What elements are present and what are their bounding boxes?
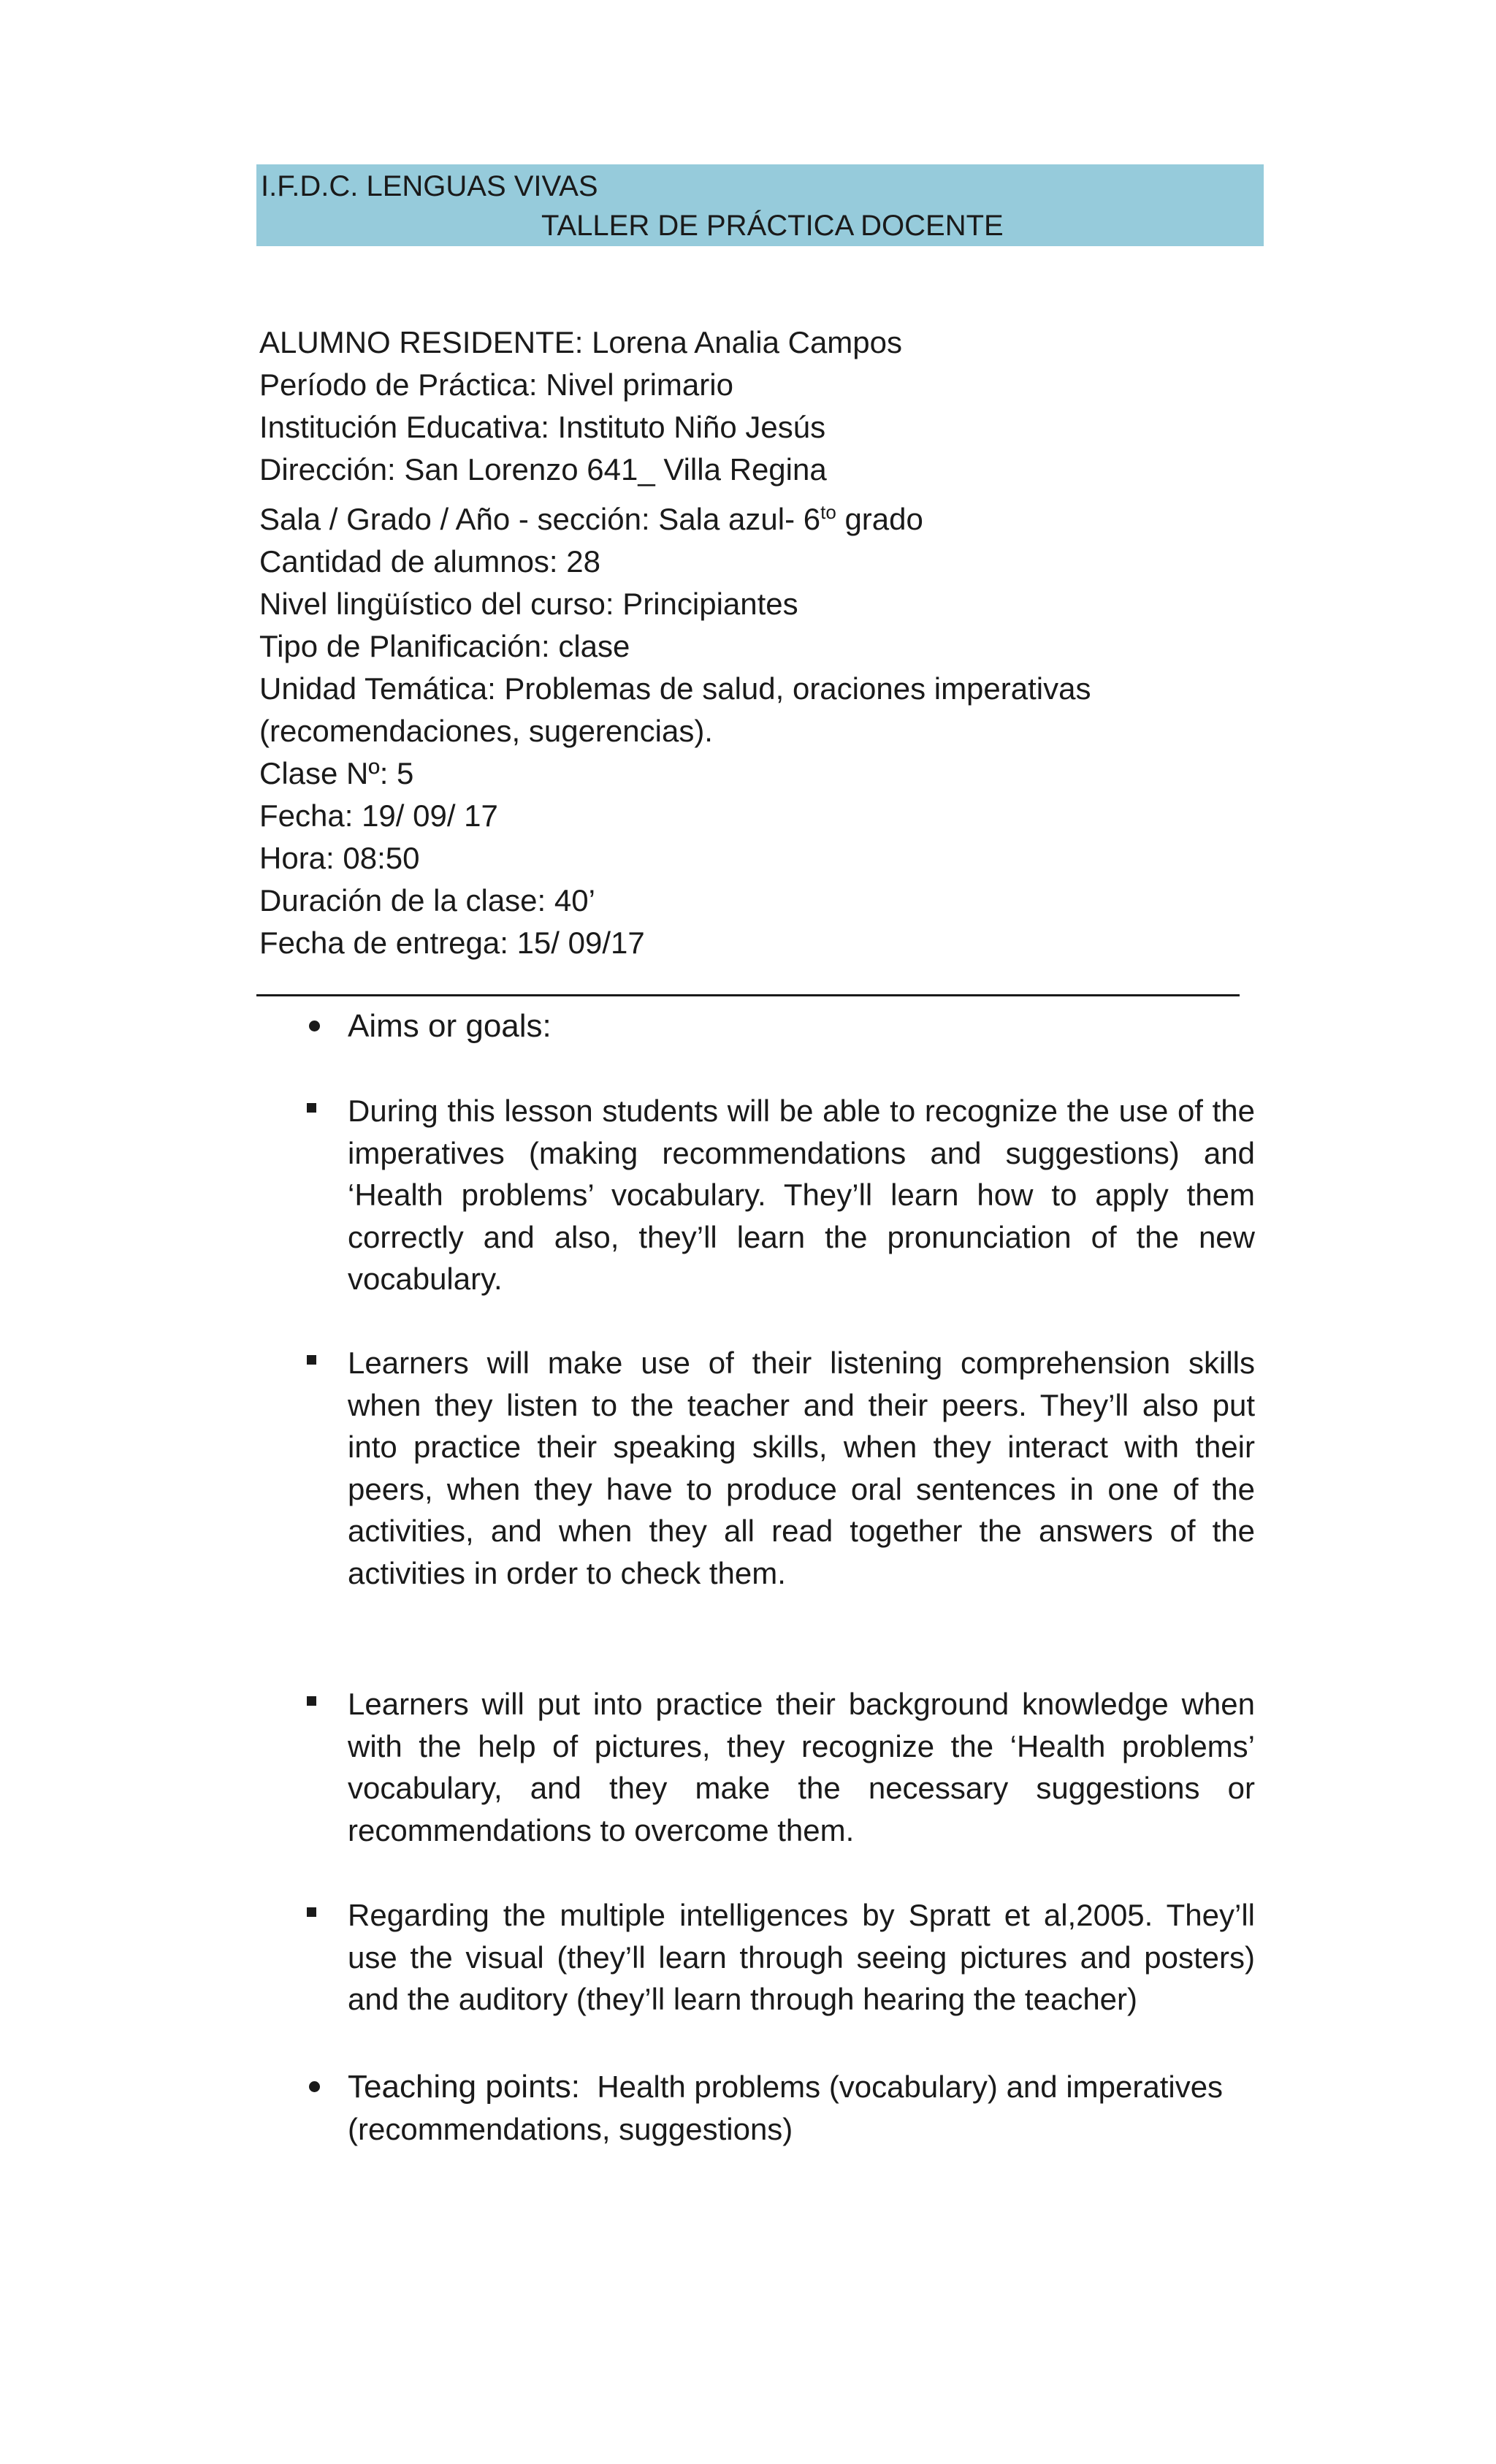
- teaching-points: [348, 2066, 1255, 2151]
- info-entrega: Fecha de entrega: 15/ 09/17: [259, 926, 645, 960]
- aim-item: Learners will make use of their listening comprehension skills when they listen to the teacher and their peers. They’ll also put into practice their speaking skills, when they interact with their peers, when they have to produce oral sentences in one of the activities, and when they all read together the answers of the activities in order to check them.: [348, 1346, 1255, 1590]
- aim-item: During this lesson students will be able to recognize the use of the imperatives (making recommendations and suggestions) and ‘Health problems’ vocabulary. They’ll learn how to apply them correctly and also, they’ll learn the pronunciation of the new vocabulary.: [348, 1094, 1255, 1296]
- info-tipo: Tipo de Planificación: clase: [259, 629, 630, 663]
- info-clase: Clase Nº: 5: [259, 756, 414, 790]
- info-unidad-2: (recomendaciones, sugerencias).: [259, 714, 713, 748]
- info-hora: Hora: 08:50: [259, 841, 420, 875]
- aim-item: Learners will put into practice their background knowledge when with the help of pictures, they recognize the ‘Health problems’ vocabulary, and they make the necessary suggestions or recommendations to overcome them.: [348, 1687, 1255, 1847]
- info-sala: [259, 491, 1282, 541]
- aim-item: Regarding the multiple intelligences by Spratt et al,2005. They’ll use the visual (they’ll learn through seeing pictures and posters) and the auditory (they’ll learn through hearing the teacher): [348, 1898, 1255, 2016]
- bullet-square-icon: [307, 1103, 316, 1113]
- institution-name: I.F.D.C. LENGUAS VIVAS: [261, 170, 598, 202]
- aims-heading: Aims or goals:: [348, 1008, 552, 1044]
- horizontal-rule: [256, 994, 1240, 996]
- bullet-square-icon: [307, 1907, 316, 1917]
- info-block: [259, 321, 1282, 964]
- info-nivel: Nivel lingüístico del curso: Principiantes: [259, 587, 798, 621]
- info-sala-suffix: grado: [836, 502, 923, 536]
- info-alumno: ALUMNO RESIDENTE: Lorena Analia Campos: [259, 325, 903, 359]
- teaching-points-label: Teaching points:: [348, 2069, 580, 2105]
- info-sala-prefix: Sala / Grado / Año - sección: Sala azul- 6: [259, 502, 821, 536]
- info-fecha: Fecha: 19/ 09/ 17: [259, 798, 498, 833]
- header-band: [256, 164, 1264, 246]
- info-periodo: Período de Práctica: Nivel primario: [259, 367, 733, 402]
- info-unidad-1: Unidad Temática: Problemas de salud, oraciones imperativas: [259, 671, 1091, 706]
- bullet-dot-icon: [309, 1021, 320, 1031]
- document-title: TALLER DE PRÁCTICA DOCENTE: [541, 210, 1004, 242]
- info-direccion: Dirección: San Lorenzo 641_ Villa Regina: [259, 452, 827, 487]
- bullet-dot-icon: [309, 2081, 320, 2092]
- bullet-square-icon: [307, 1355, 316, 1365]
- info-sala-sup: to: [820, 501, 836, 523]
- teaching-points-text: Health problems (vocabulary) and imperatives (recommendations, suggestions): [348, 2070, 1224, 2146]
- info-cantidad: Cantidad de alumnos: 28: [259, 544, 600, 579]
- bullet-square-icon: [307, 1696, 316, 1706]
- info-institucion: Institución Educativa: Instituto Niño Jesús: [259, 410, 826, 444]
- info-duracion: Duración de la clase: 40’: [259, 883, 595, 918]
